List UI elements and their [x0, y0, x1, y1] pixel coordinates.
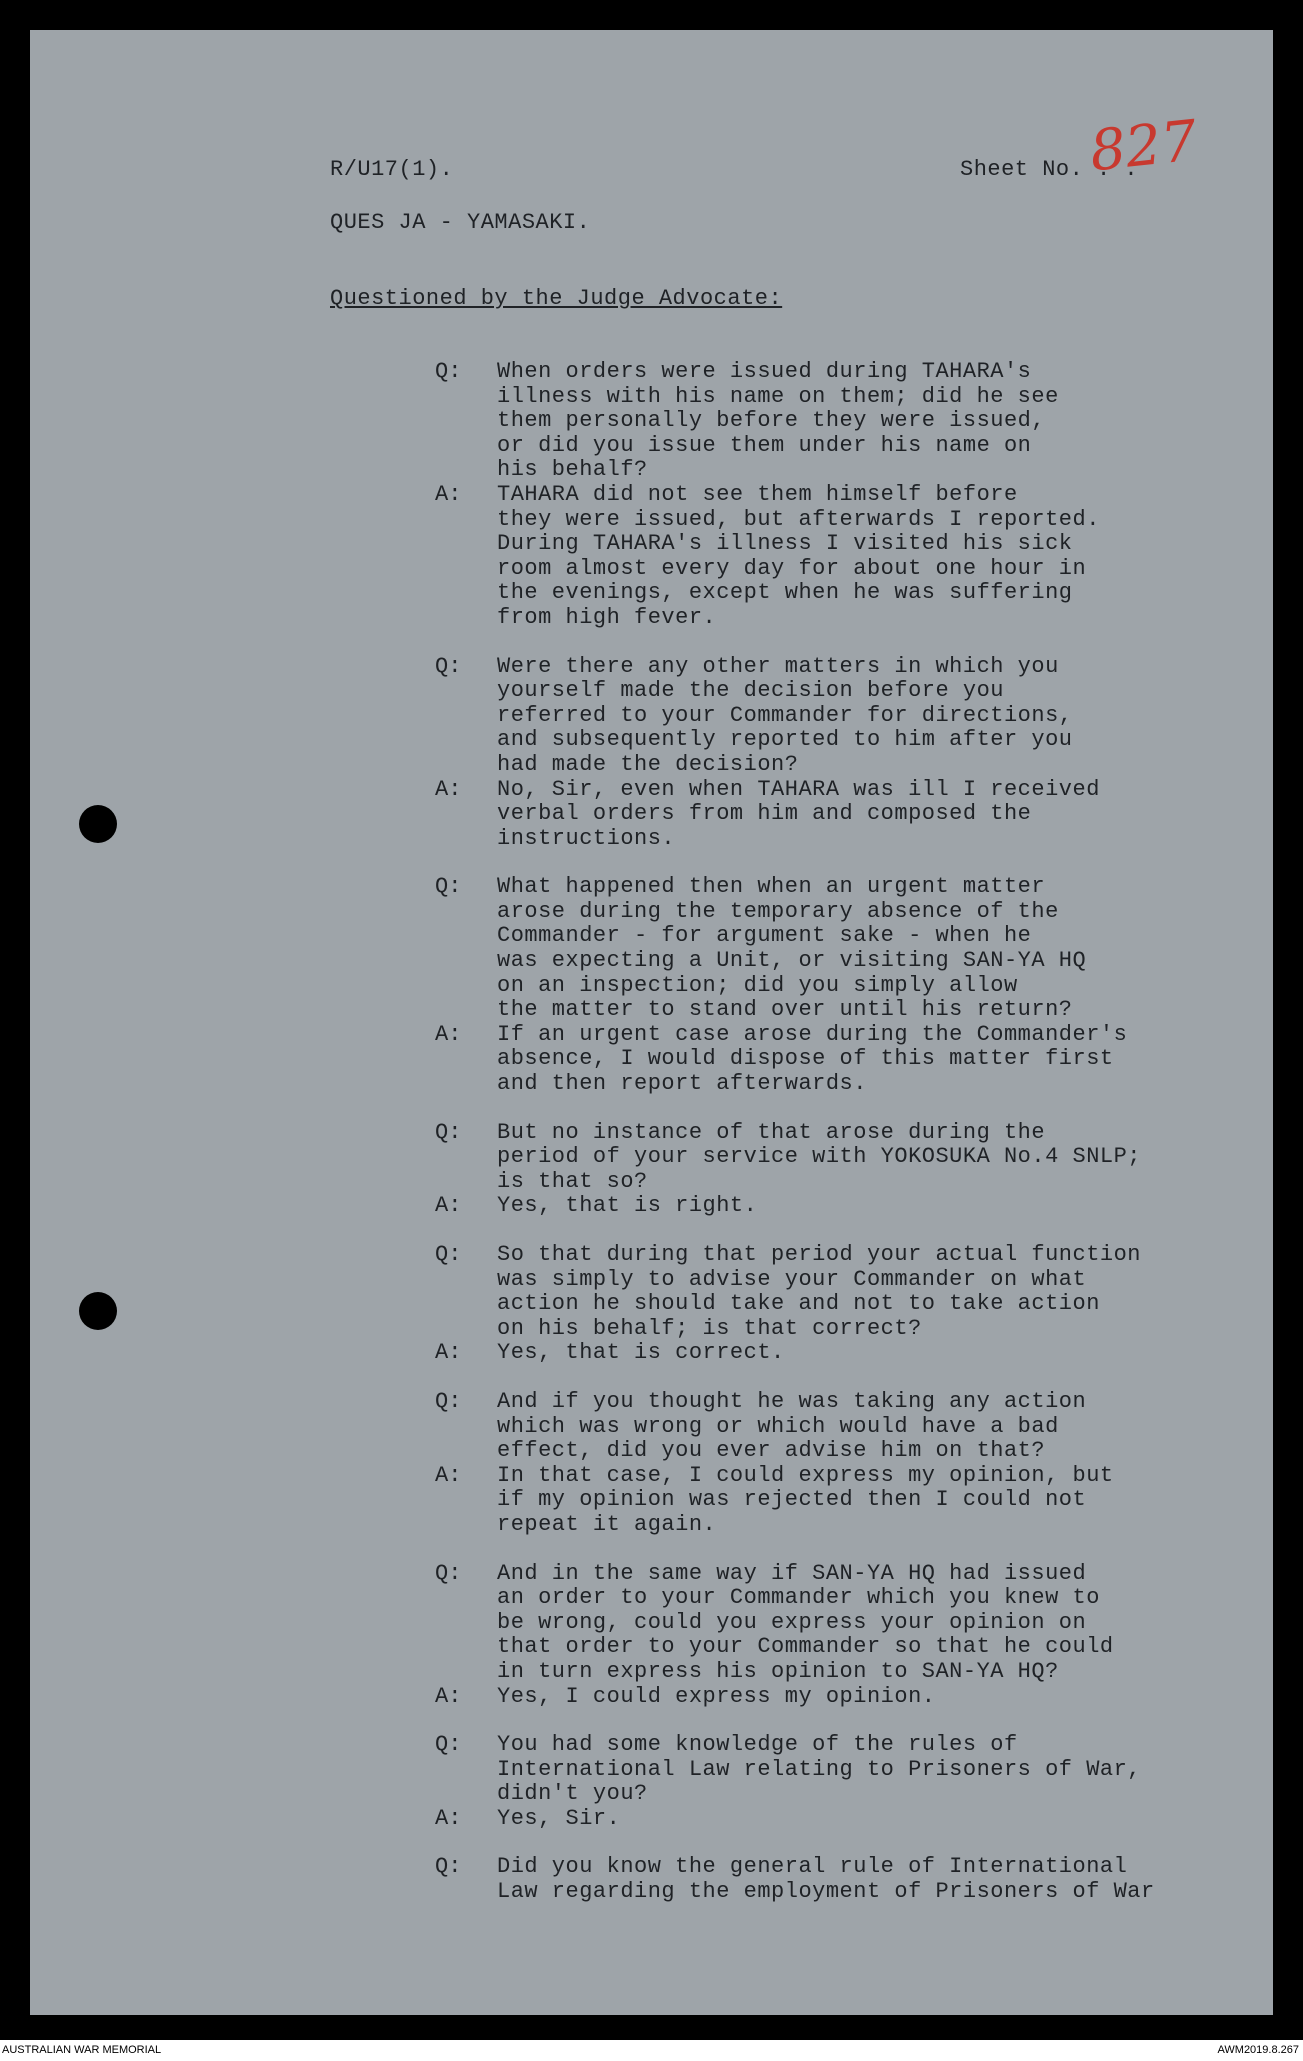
punch-hole — [79, 1292, 117, 1330]
answer-entry — [435, 1023, 1255, 1097]
document-sheet — [30, 30, 1273, 2015]
entry-text: Yes, I could express my opinion. — [497, 1683, 936, 1709]
question-entry — [435, 1121, 1255, 1195]
sheet-number-label: Sheet No. . . — [960, 157, 1139, 182]
section-subheading: Questioned by the Judge Advocate: — [330, 286, 783, 311]
entry-text: Yes, that is right. — [497, 1193, 758, 1219]
entry-label: A: — [435, 1805, 462, 1831]
document-title: QUES JA - YAMASAKI. — [330, 210, 591, 235]
footer-id: AWM2019.8.267 — [1217, 2044, 1299, 2056]
entry-text: And in the same way if SAN-YA HQ had issued an order to your Commander which you knew to be wrong, could you express your opinion on that order to your Commander so that he could in turn express his opinion to SAN-YA HQ? — [497, 1560, 1114, 1684]
question-entry — [435, 1855, 1255, 1904]
entry-label: Q: — [435, 1732, 462, 1758]
question-entry — [435, 1390, 1255, 1464]
entry-text: No, Sir, even when TAHARA was ill I received verbal orders from him and composed the instructions. — [497, 776, 1100, 851]
entry-label: Q: — [435, 874, 462, 900]
footer-credit: AUSTRALIAN WAR MEMORIAL — [2, 2044, 162, 2056]
entry-text: Yes, that is correct. — [497, 1340, 785, 1366]
entry-label: A: — [435, 481, 462, 507]
entry-text: TAHARA did not see them himself before they were issued, but afterwards I reported. During TAHARA's illness I visited his sick room almost every day for about one hour in the evenings, except when he was suffering from high fever. — [497, 481, 1100, 630]
answer-entry — [435, 1341, 1255, 1366]
entry-text: What happened then when an urgent matter arose during the temporary absence of the Commander - for argument sake - when he was expecting a Unit, or visiting SAN-YA HQ on an inspection; did you simply allow the matter to stand over until his return? — [497, 874, 1087, 1023]
entry-text: And if you thought he was taking any action which was wrong or which would have a bad effect, did you ever advise him on that? — [497, 1388, 1087, 1464]
entry-label: A: — [435, 1021, 462, 1047]
question-entry — [435, 655, 1255, 778]
reference-number: R/U17(1). — [330, 157, 454, 182]
entry-label: Q: — [435, 653, 462, 679]
handwritten-page-number: 827 — [1086, 108, 1200, 185]
entry-label: Q: — [435, 1388, 462, 1414]
answer-entry — [435, 1194, 1255, 1219]
question-entry — [435, 1562, 1255, 1685]
entry-label: Q: — [435, 359, 462, 384]
punch-hole — [79, 805, 117, 843]
question-entry — [435, 1243, 1255, 1341]
question-entry — [435, 1733, 1255, 1807]
entry-text: Did you know the general rule of International Law regarding the employment of Prisoners of War — [497, 1854, 1155, 1905]
entry-label: Q: — [435, 1560, 462, 1586]
entry-text: Yes, Sir. — [497, 1805, 621, 1831]
entry-label: Q: — [435, 1854, 462, 1880]
answer-entry — [435, 1807, 1255, 1832]
entry-label: Q: — [435, 1242, 462, 1267]
entry-label: A: — [435, 1683, 462, 1709]
entry-label: A: — [435, 1193, 462, 1219]
entry-text: But no instance of that arose during the period of your service with YOKOSUKA No.4 SNLP; is that so? — [497, 1119, 1142, 1194]
entry-label: A: — [435, 1340, 462, 1366]
entry-text: Were there any other matters in which you yourself made the decision before you referred to your Commander for directions, and subsequently reported to him after you had made the decision? — [497, 653, 1073, 777]
answer-entry — [435, 1464, 1255, 1538]
entry-text: You had some knowledge of the rules of International Law relating to Prisoners of War, didn't you? — [497, 1732, 1142, 1807]
entry-label: A: — [435, 776, 462, 802]
entry-label: Q: — [435, 1119, 462, 1145]
entry-label: A: — [435, 1462, 462, 1488]
qa-transcript — [435, 360, 1255, 1905]
answer-entry — [435, 483, 1255, 631]
entry-text: If an urgent case arose during the Commander's absence, I would dispose of this matter first and then report afterwards. — [497, 1021, 1128, 1097]
answer-entry — [435, 1685, 1255, 1710]
question-entry — [435, 360, 1255, 483]
footer — [0, 2040, 1303, 2061]
entry-text: In that case, I could express my opinion, but if my opinion was rejected then I could not repeat it again. — [497, 1462, 1114, 1537]
entry-text: So that during that period your actual function was simply to advise your Commander on what action he should take and not to take action on his behalf; is that correct? — [497, 1242, 1142, 1341]
question-entry — [435, 875, 1255, 1023]
entry-text: When orders were issued during TAHARA's illness with his name on them; did he see them personally before they were issued, or did you issue them under his name on his behalf? — [497, 359, 1059, 483]
answer-entry — [435, 778, 1255, 852]
